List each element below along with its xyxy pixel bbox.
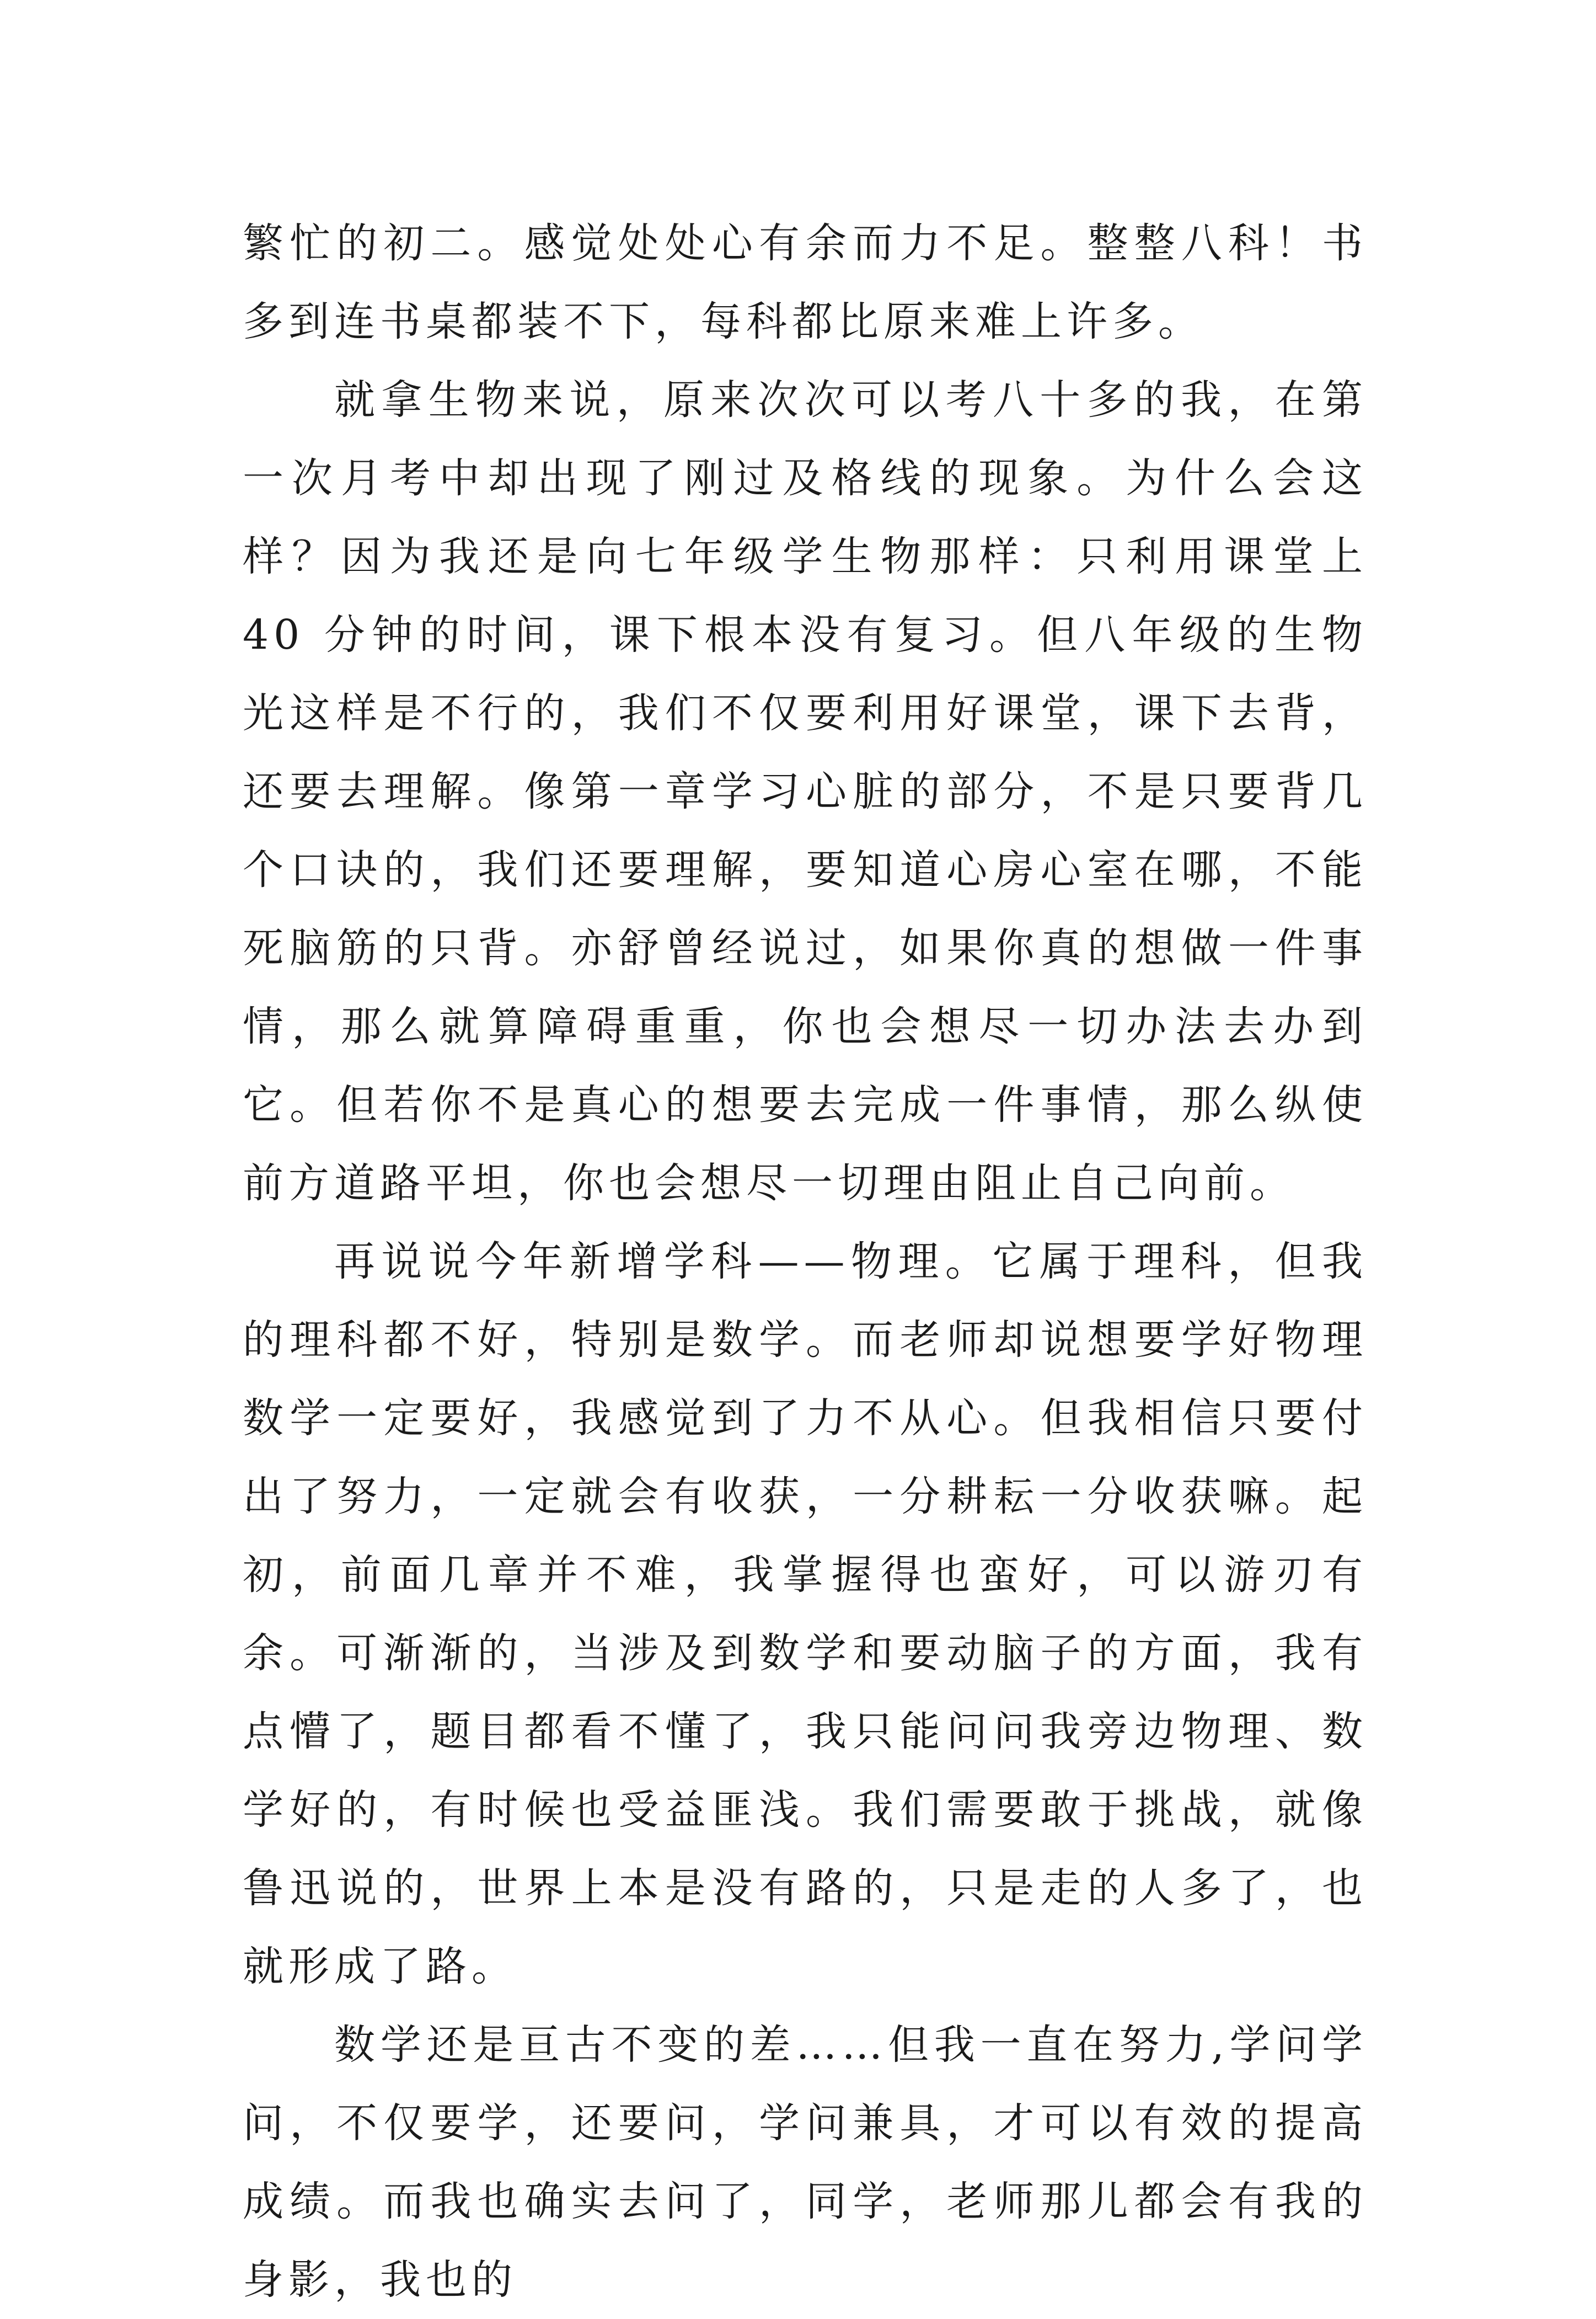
paragraph-1: 繁忙的初二。感觉处处心有余而力不足。整整八科！书多到连书桌都装不下，每科都比原来难上许多。 (243, 220, 1368, 345)
paragraph-4: 数学还是亘古不变的差……但我一直在努力,学问学问，不仅要学，还要问，学问兼具，才可以有效的提高成绩。而我也确实去问了，同学，老师那儿都会有我的身影，我也的 (243, 2021, 1368, 2304)
paragraph-2: 就拿生物来说，原来次次可以考八十多的我，在第一次月考中却出现了刚过及格线的现象。为什么会这样？因为我还是向七年级学生物那样：只利用课堂上 40 分钟的时间，课下根本没有复习。但八年级的生物光这样是不行的，我们不仅要利用好课堂，课下去背，还要去理解。像第一章学习心脏的部分，不是只要背几个口诀的，我们还要理解，要知道心房心室在哪，不能死脑筋的只背。亦舒曾经说过，如果你真的想做一件事情，那么就算障碍重重，你也会想尽一切办法去办到它。但若你不是真心的想要去完成一件事情，那么纵使前方道路平坦，你也会想尽一切理由阻止自己向前。 (243, 376, 1368, 1207)
paragraph-3: 再说说今年新增学科——物理。它属于理科，但我的理科都不好，特别是数学。而老师却说想要学好物理数学一定要好，我感觉到了力不从心。但我相信只要付出了努力，一定就会有收获，一分耕耘一分收获嘛。起初，前面几章并不难，我掌握得也蛮好，可以游刃有余。可渐渐的，当涉及到数学和要动脑子的方面，我有点懵了，题目都看不懂了，我只能问问我旁边物理、数学好的，有时候也受益匪浅。我们需要敢于挑战，就像鲁迅说的，世界上本是没有路的，只是走的人多了，也就形成了路。 (243, 1238, 1368, 1990)
body-text (243, 204, 1368, 2319)
